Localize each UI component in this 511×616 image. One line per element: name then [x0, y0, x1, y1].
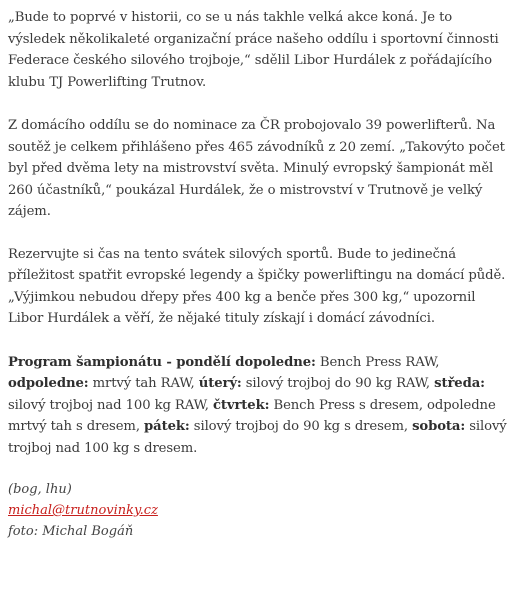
program-monday-afternoon: mrtvý tah RAW,: [88, 376, 199, 391]
article-authors: (bog, lhu): [8, 482, 72, 497]
program-tuesday-label: úterý:: [198, 376, 242, 391]
program-saturday: silový trojboj nad 100 kg s dresem.: [8, 419, 507, 456]
photo-credit: foto: Michal Bogáň: [8, 524, 134, 539]
program-wednesday: silový trojboj nad 100 kg RAW,: [8, 397, 213, 413]
program-saturday-label: sobota:: [412, 419, 466, 434]
program-monday-morning: Bench Press RAW,: [315, 354, 440, 370]
program-afternoon-label: odpoledne:: [8, 376, 89, 391]
program-schedule: [8, 352, 507, 460]
program-friday: silový trojboj do 90 kg s dresem,: [189, 419, 413, 434]
program-tuesday: silový trojboj do 90 kg RAW,: [241, 376, 431, 391]
program-wednesday-label: středa:: [434, 376, 485, 391]
program-friday-label: pátek:: [144, 419, 190, 434]
program-heading: Program šampionátu - pondělí dopoledne:: [8, 354, 316, 370]
program-thursday-label: čtvrtek:: [212, 397, 270, 413]
article-paragraph-2: Z domácího oddílu se do nominace za ČR probojovalo 39 powerlifterů. Na soutěž je celkem přihlášeno přes 465 závodníků z 20 zemí. „Takovýto počet byl před dvěma lety na mistrovství světa. Minulý evropský šampionát měl 260 účastníků,“ poukázal Hurdálek, že o mistrovství v Trutnově je velký zájem.: [8, 118, 505, 219]
author-email-link[interactable]: michal@trutnovinky.cz: [8, 503, 158, 518]
article-paragraph-1: „Bude to poprvé v historii, co se u nás takhle velká akce koná. Je to výsledek několikaleté organizační práce našeho oddílu i sportovní činnosti Federace českého silového trojboje,“ sdělil Libor Hurdálek z pořádajícího klubu TJ Powerlifting Trutnov.: [8, 10, 499, 90]
article-paragraph-3: Rezervujte si čas na tento svátek silových sportů. Bude to jedinečná příležitost spatřit evropské legendy a špičky powerliftingu na domácí půdě. „Výjimkou nebudou dřepy přes 400 kg a benče přes 300 kg,“ upozornil Libor Hurdálek a věří, že nějaké tituly získají i domácí závodníci.: [8, 246, 506, 326]
article-footer: [8, 479, 507, 542]
program-thursday: Bench Press s dresem, odpoledne mrtvý tah s dresem,: [8, 397, 496, 434]
